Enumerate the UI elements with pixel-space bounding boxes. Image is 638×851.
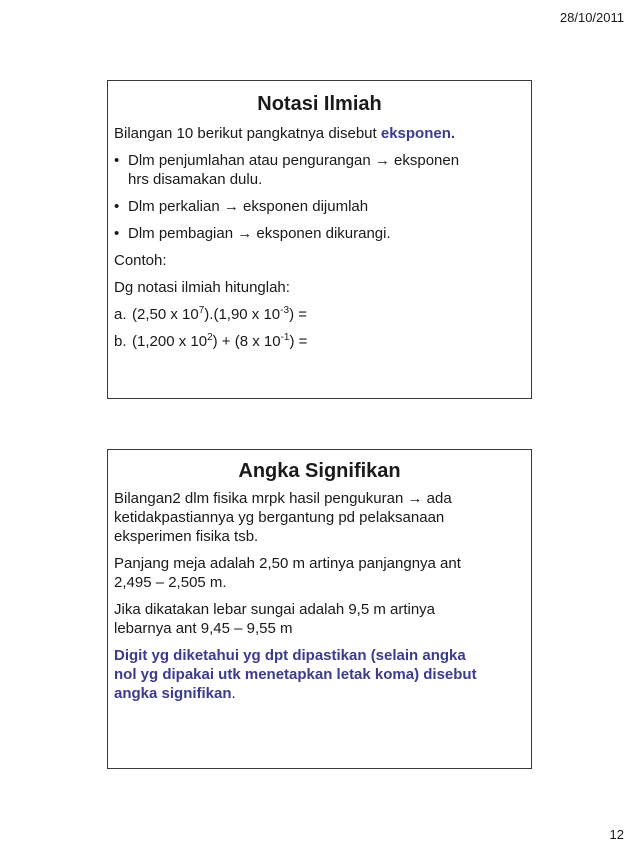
bullet-line: hrs disamakan dulu. [128,171,263,188]
text-line: lebarnya ant 9,45 – 9,55 m [114,620,293,637]
text-line: nol yg dipakai utk menetapkan letak koma) disebut [114,666,477,683]
equation-part: (1,200 x 10 [132,333,208,350]
paragraph-4 [114,646,525,703]
exponent: -3 [280,305,290,316]
exponent: 2 [207,332,213,343]
exponent: 7 [198,305,205,316]
equation-part: ) = [289,333,308,350]
page-number: 12 [609,827,624,842]
paragraph-2 [114,554,525,592]
bullet-icon: • [114,198,120,215]
exponent: -1 [280,332,290,343]
text-line: Jika dikatakan lebar sungai adalah 9,5 m artinya [114,601,436,618]
equation-b [114,332,525,351]
equation-part: (2,50 x 10 [132,306,199,323]
text-line: Panjang meja adalah 2,50 m artinya panjangnya ant [114,555,461,572]
equation-part: ).(1,90 x 10 [204,306,281,323]
paragraph-3 [114,600,525,638]
contoh-label: Contoh: [114,252,167,269]
equation-label: b. [114,333,127,350]
text-line: ketidakpastiannya yg bergantung pd pelaksanaan [114,509,445,526]
equation-part: ) + (8 x 10 [212,333,281,350]
intro-text [114,124,525,143]
equation-part: ) = [289,306,307,323]
bullet-item [114,197,525,216]
text-line: eksperimen fisika tsb. [114,528,259,545]
equation-label: a. [114,306,127,323]
bullet-text: Dlm pembagian → eksponen dikurangi. [128,225,391,242]
slide-angka-signifikan [107,449,532,769]
definition-term: angka signifikan [114,685,232,702]
bullet-icon: • [114,152,120,169]
text-line: Digit yg diketahui yg dpt dipastikan (selain angka [114,647,466,664]
slide-notasi-ilmiah [107,80,532,399]
page-date: 28/10/2011 [559,10,624,25]
text-line: Bilangan2 dlm fisika mrpk hasil pengukuran → ada [114,490,452,507]
bullet-line: Dlm penjumlahan atau pengurangan → eksponen [128,152,460,169]
instruction-text: Dg notasi ilmiah hitunglah: [114,279,290,296]
bullet-item [114,224,525,243]
text-line: 2,495 – 2,505 m. [114,574,227,591]
bullet-text [128,151,459,189]
slide-title: Notasi Ilmiah [257,93,382,115]
slide-title: Angka Signifikan [238,460,401,482]
intro-keyword: eksponen. [380,125,456,142]
bullet-text: Dlm perkalian → eksponen dijumlah [128,198,369,215]
bullet-icon: • [114,225,120,242]
paragraph-1 [114,489,525,546]
bullet-item [114,151,525,189]
text-line: . [231,685,236,702]
intro-prefix: Bilangan 10 berikut pangkatnya disebut [114,125,381,142]
equation-a [114,305,525,324]
